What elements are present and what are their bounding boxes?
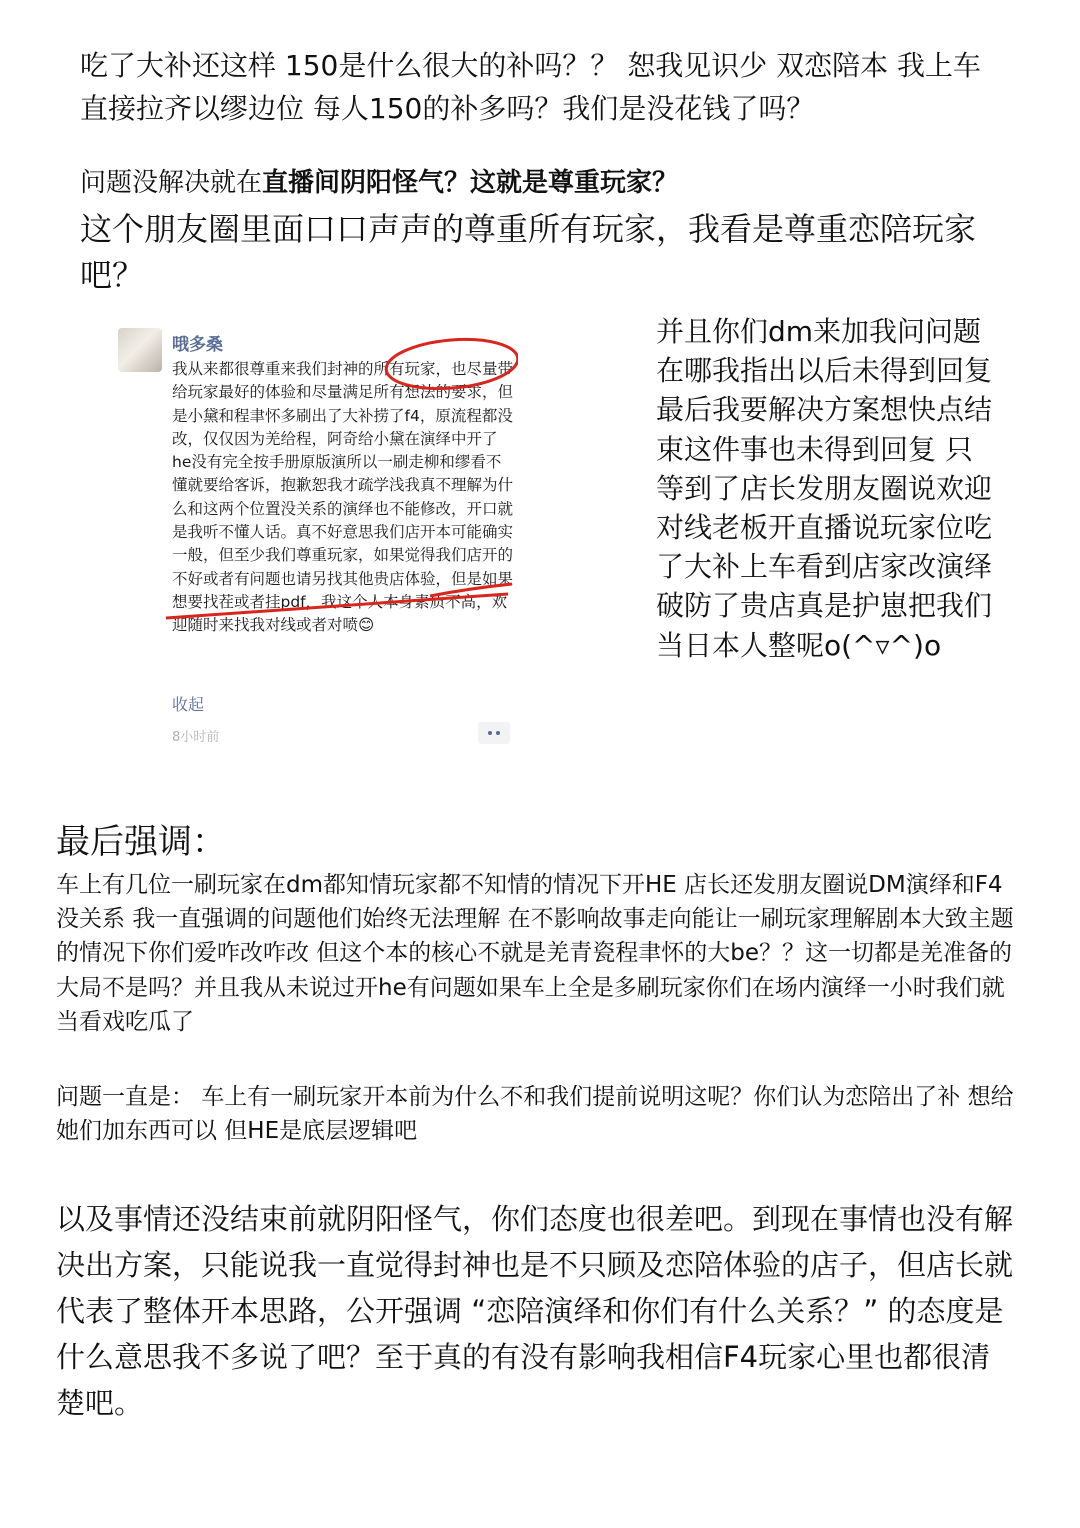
post-timestamp: 8小时前 [172,730,220,745]
section-heading: 最后强调： [56,822,226,862]
red-underline-bottom [166,594,508,618]
paragraph-core-question: 问题一直是： 车上有一刷玩家开本前为什么不和我们提前说明这呢？你们认为恋陪出了补 想给她们加东西可以 但HE是底层逻辑吧 [56,1084,1014,1144]
paragraph-respect-claim: 这个朋友圈里面口口声声的尊重所有玩家，我看是尊重恋陪玩家吧？ [80,210,977,294]
paragraph-conclusion: 以及事情还没结束前就阴阳怪气，你们态度也很差吧。到现在事情也没有解决出方案，只能说我一直觉得封神也是不只顾及恋陪体验的店子，但店长就代表了整体开本思路，公开强调 “恋陪演绎和你们有什么关系？” 的态度是什么意思我不多说了吧？至于真的有没有影响我相信F4玩家心里也都很清楚吧。 [56,1202,1014,1420]
paragraph-question [80,164,1000,202]
side-paragraph: 并且你们dm来加我问问题在哪我指出以后未得到回复最后我要解决方案想快点结束这件事也未得到回复 只等到了店长发朋友圈说欢迎对线老板开直播说玩家位吃了大补上车看到店家改演绎破防了贵店真是护崽把我们当日本人整呢o(^▿^)o [656,315,993,662]
paragraph-complaint-intro: 吃了大补还这样 150是什么很大的补吗？？ 恕我见识少 双恋陪本 我上车直接拉齐以缪边位 每人150的补多吗？我们是没花钱了吗？ [80,49,982,125]
paragraph-he-issue: 车上有几位一刷玩家在dm都知情玩家都不知情的情况下开HE 店长还发朋友圈说DM演绎和F4没关系 我一直强调的问题他们始终无法理解 在不影响故事走向能让一刷玩家理解剧本大致主题的情况下你们爱咋改咋改 但这个本的核心不就是羌青瓷程聿怀的大be？？这一切都是羌准备的大局不是吗？并且我从未说过开he有问题如果车上全是多刷玩家你们在场内演绎一小时我们就当看戏吃瓜了 [56,872,1014,1035]
red-circle-annotation [384,334,518,393]
red-annotation-marks [112,318,518,766]
moments-post-screenshot [112,318,518,766]
post-body-text: 我从来都很尊重来我们封神的所有玩家，也尽量带给玩家最好的体验和尽量满足所有想法的要求，但是小黛和程聿怀多刷出了大补捞了f4，原流程都没改，仅仅因为羌给程，阿奇给小黛在演绎中开了he没有完全按手册原版演所以一刷走柳和缪看不懂就要给客诉，抱歉恕我才疏学浅我真不理解为什么和这两个位置没关系的演绎也不能修改，开口就是我听不懂人话。真不好意思我们店开本可能确实一般，但至少我们尊重玩家，如果觉得我们店开的不好或者有问题也请另找其他贵店体验，但是如果想要找茬或者挂pdf，我这个人本身素质不高，欢迎随时来找我对线或者对喷😊 [172,360,514,635]
post-username: 哦多桑 [172,335,223,355]
question-bold-text: 直播间阴阳怪气？这就是尊重玩家？ [262,168,679,198]
question-plain-text: 问题没解决就在 [80,168,263,198]
collapse-link[interactable]: 收起 [172,695,205,714]
